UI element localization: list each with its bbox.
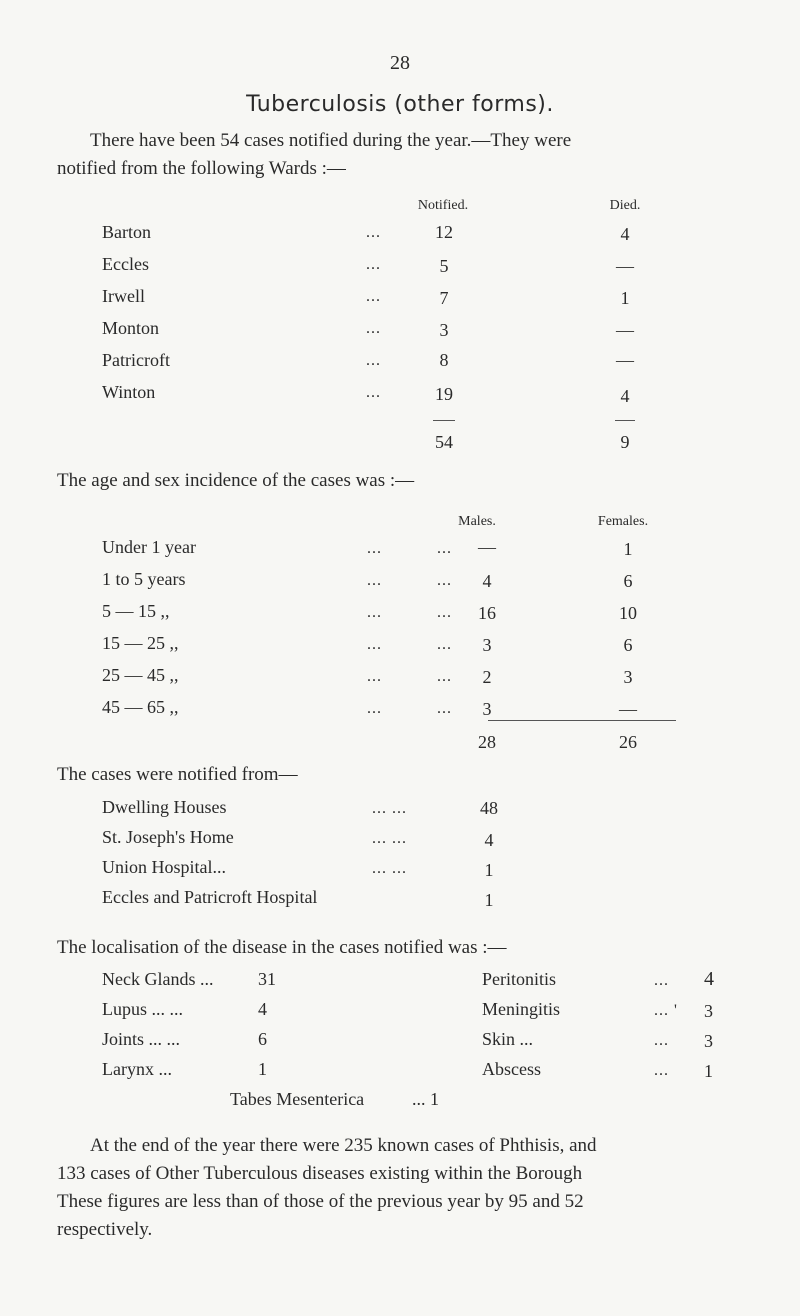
age-dots: ... [437,636,452,653]
age-males: — [478,537,496,557]
age-dots: ... [367,700,382,717]
age-males: 3 [482,635,492,655]
ward-dots: ... [366,352,381,369]
site-dots: ... ' [654,1002,678,1019]
site-value: 1 [704,1061,713,1081]
source-value: 4 [484,830,494,850]
ward-name: Eccles [102,254,149,274]
age-range: 1 to 5 years [102,569,186,589]
site-label: Meningitis [482,999,561,1019]
age-dots: ... [437,572,452,589]
ward-notified: 19 [435,384,453,404]
notified-header: Notified. [417,198,469,213]
site-label: Neck Glands ... [102,969,214,989]
age-females: 6 [623,635,633,655]
ward-died: 1 [620,288,630,308]
ward-notified: 3 [439,320,449,340]
source-dots: ... ... [372,800,407,817]
age-sex-intro: The age and sex incidence of the cases was :— [57,470,415,491]
source-label: Union Hospital... [102,857,226,877]
ward-died: 4 [620,224,630,244]
age-range: 15 — 25 ,, [102,633,179,653]
age-males: 4 [482,571,492,591]
page-title: Tuberculosis (other forms). [246,92,554,117]
age-dots: ... [367,604,382,621]
site-value: 3 [704,1001,713,1021]
ward-died: — [616,350,634,370]
age-females: 3 [623,667,633,687]
total-rule [433,420,455,421]
closing-line-1: At the end of the year there were 235 known cases of Phthisis, and [90,1135,597,1156]
age-females: 6 [623,571,633,591]
site-value: 4 [704,968,714,990]
site-value: 6 [258,1029,267,1049]
age-range: 45 — 65 ,, [102,697,179,717]
ward-dots: ... [366,384,381,401]
ward-name: Barton [102,222,151,242]
males-header: Males. [458,514,496,529]
age-dots: ... [367,540,382,557]
source-label: Dwelling Houses [102,797,227,817]
site-dots: ... [654,972,669,989]
site-label: Peritonitis [482,969,557,989]
site-dots: ... [654,1032,669,1049]
total-rule [488,720,676,721]
localisation-intro: The localisation of the disease in the cases notified was :— [57,937,507,958]
ward-died: — [616,256,634,276]
age-males: 2 [482,667,492,687]
closing-line-3: These figures are less than of those of the previous year by 95 and 52 [57,1191,584,1212]
age-dots: ... [437,700,452,717]
source-value: 1 [484,890,494,910]
died-header: Died. [609,198,641,213]
age-males: 16 [478,603,496,623]
site-value: ... 1 [412,1089,439,1109]
site-value: 4 [258,999,267,1019]
site-label: Abscess [482,1059,541,1079]
ward-dots: ... [366,256,381,273]
age-dots: ... [437,540,452,557]
ward-died: 4 [620,386,630,406]
ward-notified: 8 [439,350,449,370]
age-total-males: 28 [478,732,496,752]
page-number: 28 [390,52,410,74]
age-dots: ... [367,668,382,685]
source-value: 48 [480,798,498,818]
source-dots: ... ... [372,830,407,847]
ward-name: Monton [102,318,160,338]
site-dots: ... [654,1062,669,1079]
ward-dots: ... [366,320,381,337]
wards-total-died: 9 [620,432,630,452]
ward-dots: ... [366,288,381,305]
source-label: Eccles and Patricroft Hospital [102,887,318,907]
age-dots: ... [437,668,452,685]
age-dots: ... [367,572,382,589]
females-header: Females. [597,514,649,529]
total-rule [615,420,635,421]
ward-notified: 5 [439,256,449,276]
intro-line-1: There have been 54 cases notified during the year.—They were [90,130,572,151]
site-label: Larynx ... [102,1059,172,1079]
ward-notified: 7 [439,288,449,308]
ward-dots: ... [366,224,381,241]
age-dots: ... [437,604,452,621]
ward-name: Patricroft [102,350,170,370]
age-total-females: 26 [619,732,637,752]
site-value: 1 [258,1059,267,1079]
ward-died: — [616,320,634,340]
age-dots: ... [367,636,382,653]
ward-name: Irwell [102,286,145,306]
age-range: 5 — 15 ,, [102,601,170,621]
site-value: 31 [258,969,276,989]
sources-intro: The cases were notified from— [57,764,298,785]
closing-line-2: 133 cases of Other Tuberculous diseases existing within the Borough [57,1163,583,1184]
site-label: Tabes Mesenterica [230,1089,365,1109]
age-females: — [619,699,637,719]
age-females: 1 [623,539,633,559]
site-value: 3 [704,1031,713,1051]
ward-notified: 12 [435,222,453,242]
site-label: Skin ... [482,1029,534,1049]
site-label: Lupus ... ... [102,999,183,1019]
source-label: St. Joseph's Home [102,827,234,847]
closing-line-4: respectively. [57,1219,153,1240]
wards-total-notified: 54 [435,432,453,452]
site-label: Joints ... ... [102,1029,181,1049]
source-value: 1 [484,860,494,880]
intro-line-2: notified from the following Wards :— [57,158,346,179]
age-males: 3 [482,699,492,719]
source-dots: ... ... [372,860,407,877]
age-range: 25 — 45 ,, [102,665,179,685]
age-females: 10 [619,603,637,623]
age-range: Under 1 year [102,537,196,557]
ward-name: Winton [102,382,156,402]
